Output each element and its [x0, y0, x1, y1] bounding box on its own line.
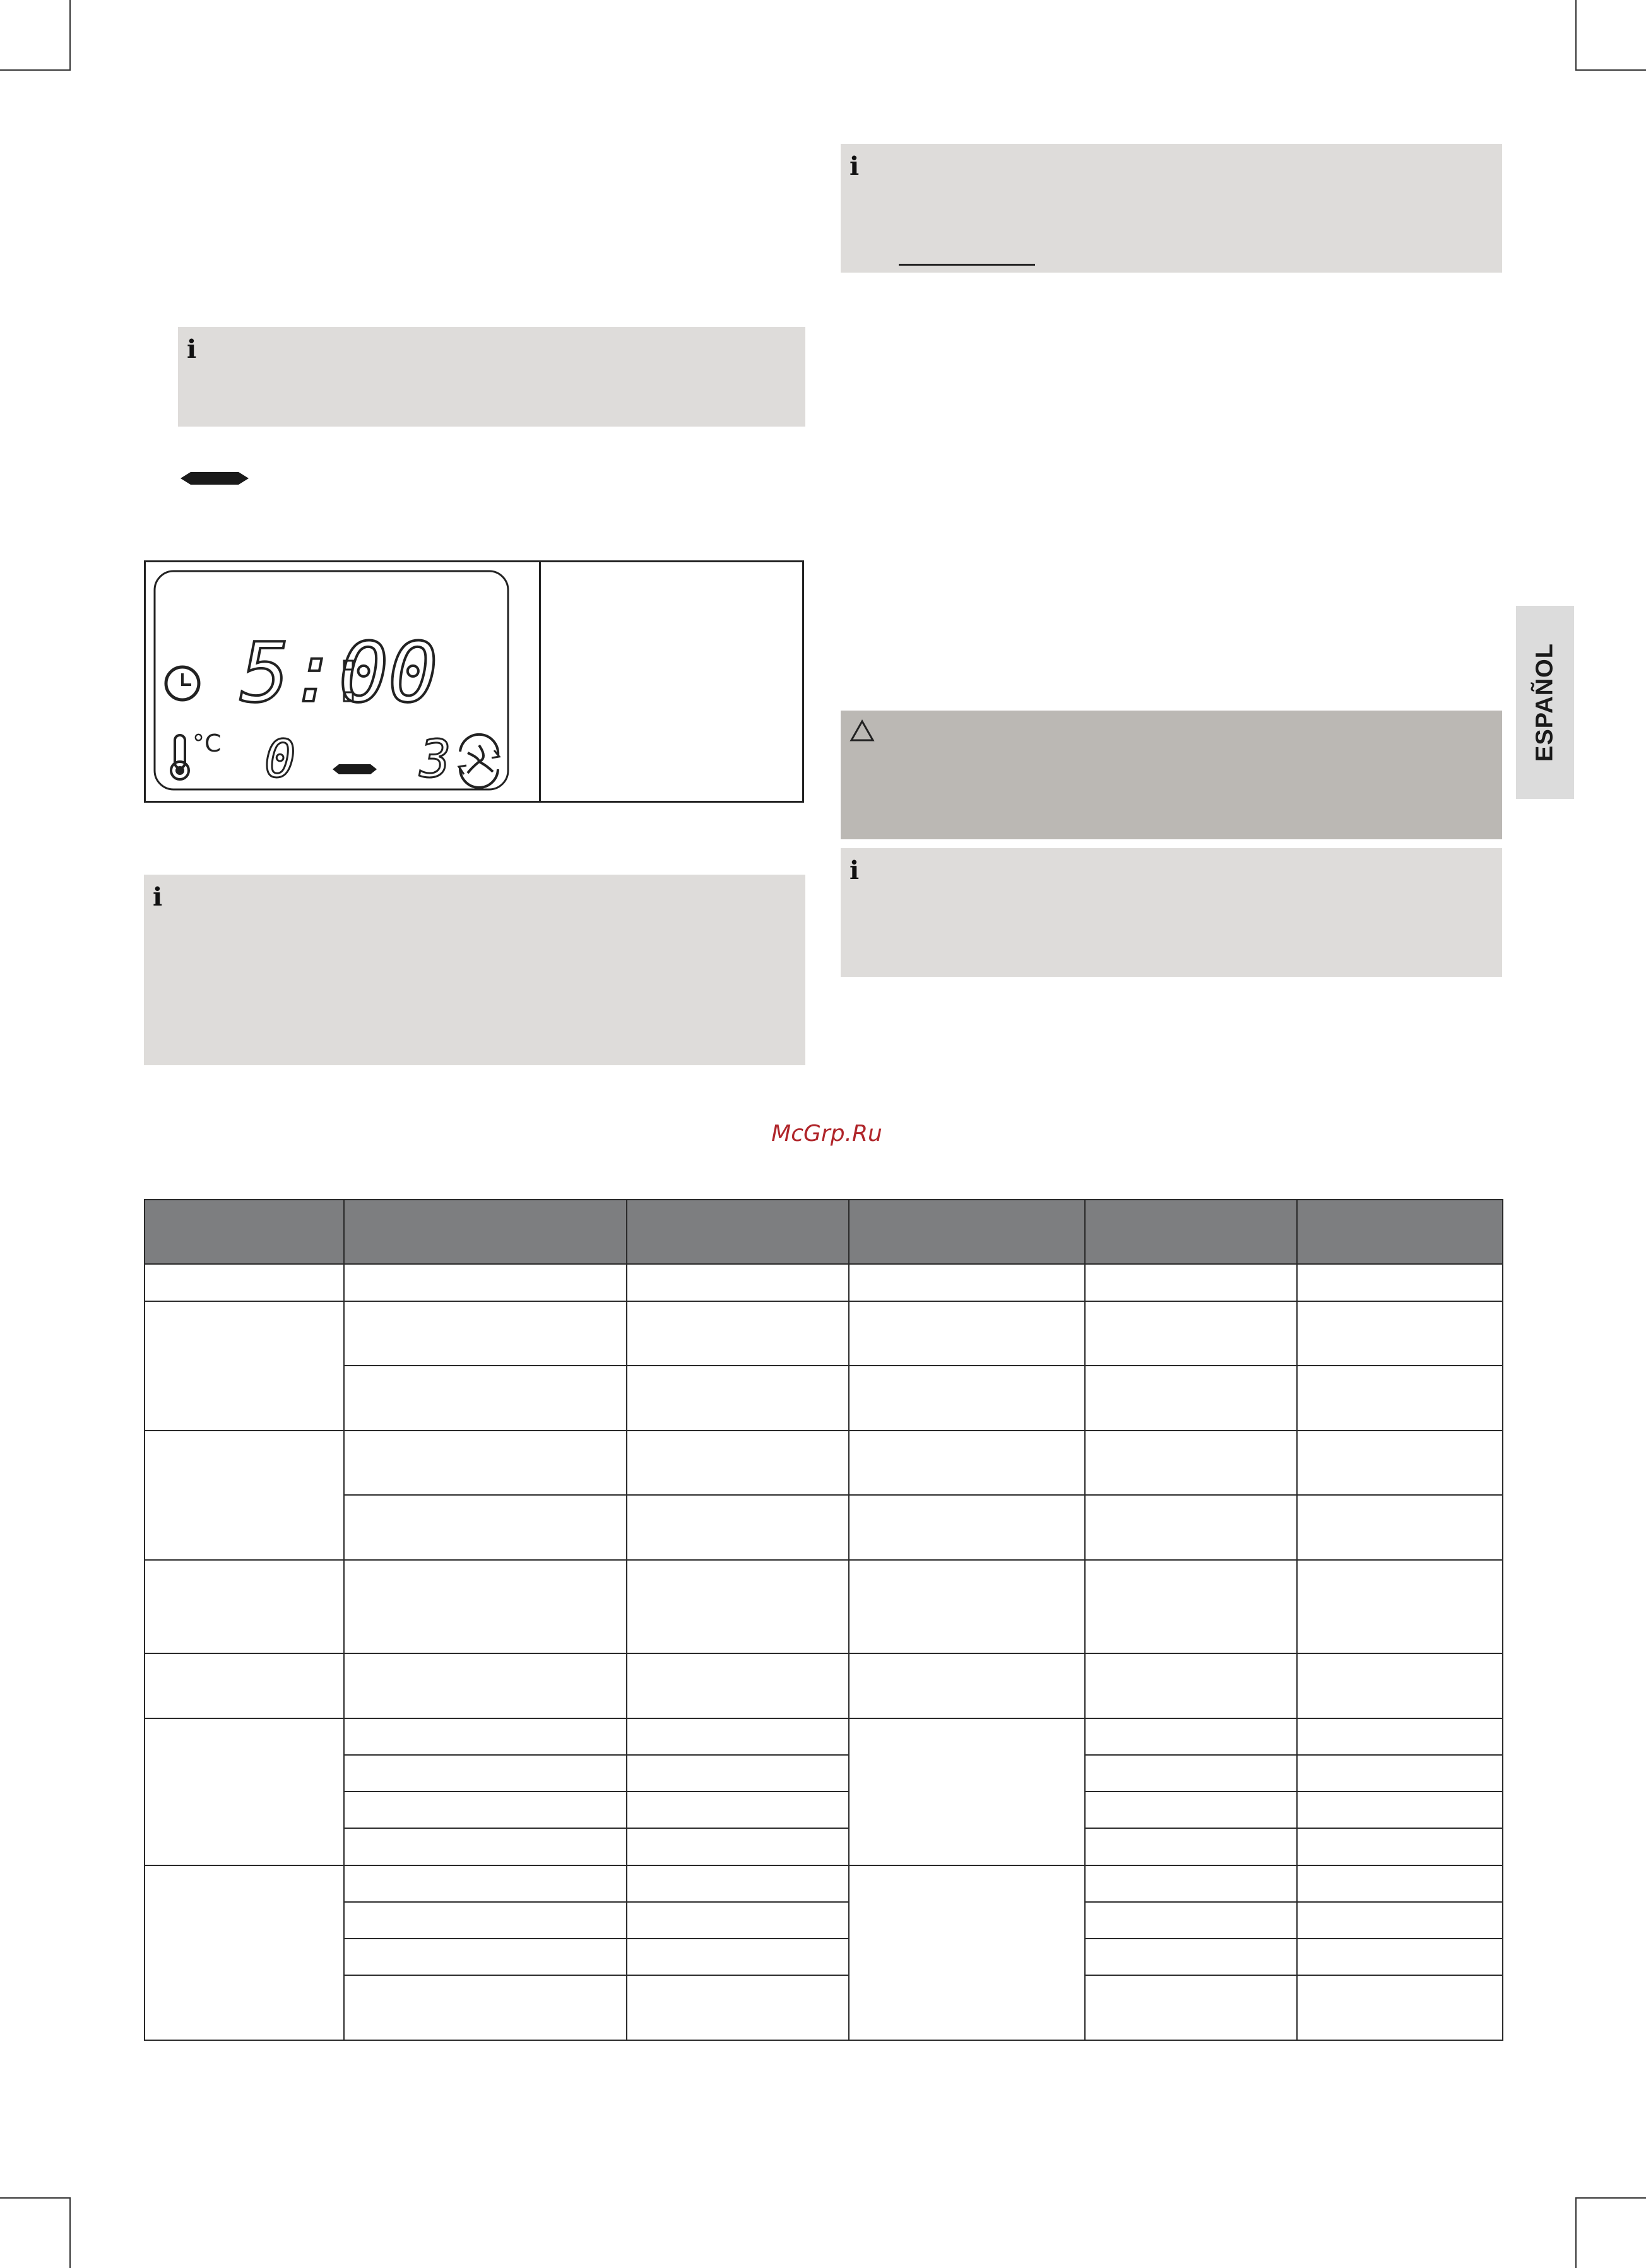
- table-cell: [145, 1431, 344, 1560]
- table-cell: [1297, 1792, 1503, 1828]
- table-cell: [1297, 1939, 1503, 1975]
- table-cell: [1085, 1755, 1297, 1792]
- table-cell: [1297, 1366, 1503, 1430]
- table-row: [145, 1431, 1503, 1495]
- table-cell: [1297, 1560, 1503, 1654]
- table-cell: [627, 1653, 849, 1718]
- table-cell: [1297, 1495, 1503, 1559]
- table-row: [145, 1828, 1503, 1865]
- info-icon: i: [850, 856, 860, 885]
- table-cell: [627, 1792, 849, 1828]
- table-cell: [1085, 1902, 1297, 1939]
- table-cell: [627, 1902, 849, 1939]
- table-row: [145, 1865, 1503, 1902]
- display-left-digit: 0: [264, 729, 296, 789]
- table-cell: [344, 1264, 627, 1301]
- table-header-cell: [1085, 1200, 1297, 1264]
- table-row: [145, 1939, 1503, 1975]
- table-cell: [344, 1975, 627, 2040]
- info-note-box: [144, 875, 805, 1065]
- table-cell: [627, 1755, 849, 1792]
- table-header-cell: [627, 1200, 849, 1264]
- table-cell: [1297, 1975, 1503, 2040]
- table-cell: [344, 1792, 627, 1828]
- table-row: [145, 1366, 1503, 1430]
- table-cell: [1085, 1653, 1297, 1718]
- table-row: [145, 1653, 1503, 1718]
- table-cell: [344, 1495, 627, 1559]
- table-cell: [849, 1718, 1085, 1865]
- table-cell: [344, 1828, 627, 1865]
- table-cell: [344, 1902, 627, 1939]
- table-cell: [344, 1939, 627, 1975]
- table-cell: [1297, 1828, 1503, 1865]
- table-cell: [1085, 1792, 1297, 1828]
- crop-mark-tl-v: [69, 0, 71, 71]
- table-cell: [627, 1975, 849, 2040]
- crop-mark-bl-h: [0, 2197, 71, 2199]
- table-cell: [1085, 1718, 1297, 1755]
- info-note-box: [841, 848, 1502, 977]
- watermark: McGrp.Ru: [771, 1121, 882, 1147]
- language-tab: [1516, 606, 1574, 799]
- table-cell: [344, 1653, 627, 1718]
- table-cell: [145, 1718, 344, 1865]
- clock-icon: [166, 667, 199, 700]
- table-header-cell: [145, 1200, 344, 1264]
- table-cell: [1085, 1560, 1297, 1654]
- table-row: [145, 1792, 1503, 1828]
- table-row: [145, 1718, 1503, 1755]
- table-cell: [627, 1301, 849, 1366]
- display-illustration: [144, 560, 804, 803]
- table-cell: [145, 1301, 344, 1431]
- table-cell: [849, 1495, 1085, 1559]
- table-cell: [145, 1264, 344, 1301]
- table-cell: [849, 1865, 1085, 2040]
- table-cell: [1297, 1431, 1503, 1495]
- table-header-cell: [1297, 1200, 1503, 1264]
- table-cell: [1085, 1495, 1297, 1559]
- program-table: [144, 1199, 1503, 2041]
- table-cell: [145, 1653, 344, 1718]
- display-right-digit: 3: [420, 729, 451, 789]
- table-cell: [344, 1366, 627, 1430]
- table-cell: [1297, 1755, 1503, 1792]
- table-cell: [344, 1865, 627, 1902]
- table-row: [145, 1495, 1503, 1559]
- table-cell: [849, 1653, 1085, 1718]
- table-cell: [627, 1560, 849, 1654]
- warning-note-box: [841, 711, 1502, 839]
- table-cell: [627, 1865, 849, 1902]
- display-time: 5:00: [240, 625, 438, 721]
- table-cell: [1085, 1366, 1297, 1430]
- table-cell: [344, 1755, 627, 1792]
- thermometer-icon: [171, 735, 189, 779]
- crop-mark-tr-v: [1575, 0, 1577, 71]
- table-cell: [849, 1431, 1085, 1495]
- table-cell: [1085, 1301, 1297, 1366]
- fan-rotation-icon: [459, 735, 499, 788]
- table-cell: [627, 1431, 849, 1495]
- table-cell: [145, 1865, 344, 2040]
- table-cell: [1297, 1264, 1503, 1301]
- table-row: [145, 1264, 1503, 1301]
- table-cell: [344, 1718, 627, 1755]
- table-cell: [145, 1560, 344, 1654]
- table-header-row: [145, 1200, 1503, 1264]
- table-cell: [849, 1264, 1085, 1301]
- table-cell: [627, 1828, 849, 1865]
- table-cell: [849, 1301, 1085, 1366]
- display-divider: [539, 562, 541, 801]
- table-cell: [627, 1366, 849, 1430]
- table-row: [145, 1560, 1503, 1654]
- table-cell: [1297, 1902, 1503, 1939]
- language-tab-label: ESPAÑOL: [1531, 643, 1558, 762]
- table-cell: [1297, 1653, 1503, 1718]
- table-cell: [627, 1939, 849, 1975]
- crop-mark-br-h: [1575, 2197, 1646, 2199]
- table-cell: [1085, 1939, 1297, 1975]
- table-cell: [849, 1560, 1085, 1654]
- table-row: [145, 1755, 1503, 1792]
- info-icon: i: [187, 334, 197, 364]
- table-row: [145, 1975, 1503, 2040]
- table-cell: [344, 1301, 627, 1366]
- table-cell: [849, 1366, 1085, 1430]
- info-icon: i: [850, 151, 860, 181]
- table-cell: [344, 1431, 627, 1495]
- table-cell: [344, 1560, 627, 1654]
- table-cell: [1085, 1865, 1297, 1902]
- table-cell: [1085, 1828, 1297, 1865]
- table-cell: [627, 1264, 849, 1301]
- crop-mark-bl-v: [69, 2197, 71, 2268]
- info-note-box: [178, 327, 805, 427]
- table-cell: [627, 1718, 849, 1755]
- table-cell: [1297, 1301, 1503, 1366]
- table-cell: [1085, 1264, 1297, 1301]
- crop-mark-tr-h: [1575, 69, 1646, 71]
- table-row: [145, 1301, 1503, 1366]
- crop-mark-br-v: [1575, 2197, 1577, 2268]
- table-cell: [1297, 1718, 1503, 1755]
- table-cell: [1297, 1865, 1503, 1902]
- display-temp-unit: °C: [192, 729, 222, 757]
- warning-triangle-icon: [850, 719, 875, 742]
- info-note-box: [841, 144, 1502, 273]
- table-header-cell: [849, 1200, 1085, 1264]
- table-header-cell: [344, 1200, 627, 1264]
- table-cell: [627, 1495, 849, 1559]
- info-icon: i: [153, 882, 163, 912]
- underline-rule: [899, 264, 1035, 266]
- speed-bar-icon: [178, 470, 251, 487]
- table-cell: [1085, 1975, 1297, 2040]
- crop-mark-tl-h: [0, 69, 71, 71]
- table-cell: [1085, 1431, 1297, 1495]
- table-row: [145, 1902, 1503, 1939]
